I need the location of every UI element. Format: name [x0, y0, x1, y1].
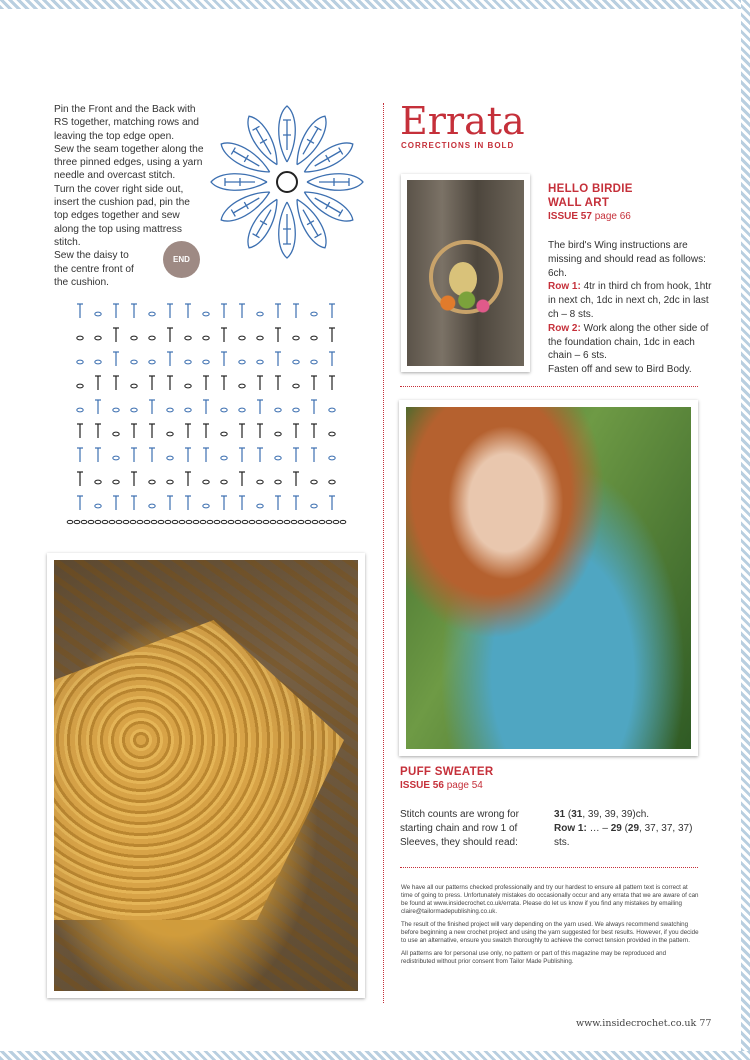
count-rest: , 39, 39, 39)ch.	[582, 809, 650, 820]
chart-chain	[185, 360, 191, 364]
chart-chain	[275, 456, 281, 460]
puff-sweater-photo-frame	[399, 400, 698, 756]
chart-chain	[102, 520, 108, 523]
chart-chain	[249, 520, 255, 523]
chart-chain	[149, 504, 155, 508]
chart-chain	[311, 312, 317, 316]
crochet-flowers	[437, 288, 491, 318]
page-subtitle: CORRECTIONS IN BOLD	[401, 141, 515, 150]
chart-chain	[228, 520, 234, 523]
hello-birdie-issue	[548, 211, 631, 222]
chart-chain	[340, 520, 346, 523]
chart-chain	[221, 408, 227, 412]
daisy-stitch	[231, 148, 261, 170]
chart-chain	[239, 384, 245, 388]
chart-chain	[203, 480, 209, 484]
hello-birdie-title	[548, 182, 633, 210]
chart-chain	[186, 520, 192, 523]
page-number: 77	[699, 1018, 712, 1029]
chart-chain	[257, 312, 263, 316]
chart-chain	[242, 520, 248, 523]
chart-chain	[203, 360, 209, 364]
chart-chain	[131, 336, 137, 340]
hello-birdie-photo-frame	[401, 174, 530, 372]
chain-count: 31 (31, 39, 39, 39)ch.	[554, 809, 650, 820]
chart-chain	[329, 432, 335, 436]
chart-chain	[239, 336, 245, 340]
chart-chain	[172, 520, 178, 523]
chart-chain	[95, 504, 101, 508]
chart-chain	[329, 408, 335, 412]
chart-chain	[275, 480, 281, 484]
title-line: HELLO BIRDIE	[548, 183, 633, 195]
chart-chain	[179, 520, 185, 523]
chart-chain	[235, 520, 241, 523]
chart-chain	[221, 456, 227, 460]
fine-print	[401, 884, 701, 971]
page-border-right	[741, 0, 750, 1060]
chart-chain	[123, 520, 129, 523]
daisy-stitch	[283, 120, 291, 150]
chart-chain	[185, 408, 191, 412]
chart-chain	[284, 520, 290, 523]
chart-chain	[263, 520, 269, 523]
instruction-line: Sew the seam together along the three pinned edges, using a yarn needle and overcast stitch.	[54, 143, 204, 182]
chart-chain	[77, 360, 83, 364]
chart-chain	[329, 456, 335, 460]
chart-chain	[151, 520, 157, 523]
section-divider	[400, 386, 698, 387]
chart-chain	[200, 520, 206, 523]
chart-chain	[130, 520, 136, 523]
chart-chain	[311, 480, 317, 484]
chart-chain	[116, 520, 122, 523]
section-divider	[400, 867, 698, 868]
row-text: 4tr in third ch from hook, 1htr in next ch, 1dc in next ch, 2dc in last ch – 8 sts.	[548, 281, 712, 320]
instruction-line: Pin the Front and the Back with RS together, matching rows and leaving the top edge open.	[54, 104, 199, 142]
chart-chain	[293, 336, 299, 340]
row-1-count: Row 1: … – 29 (29, 37, 37, 37) sts.	[554, 823, 693, 848]
chart-chain	[293, 384, 299, 388]
chart-chain	[203, 336, 209, 340]
chart-chain	[165, 520, 171, 523]
row-label: Row 1:	[548, 281, 581, 293]
chart-chain	[326, 520, 332, 523]
daisy-stitch	[319, 178, 349, 186]
chart-chain	[185, 384, 191, 388]
chart-chain	[113, 456, 119, 460]
chart-chain	[239, 360, 245, 364]
fine-print-paragraph: All patterns are for personal use only, no pattern or part of this magazine may be reproduced and redistributed without prior consent from Tailor Made Publishing.	[401, 950, 667, 965]
correction-intro: The bird's Wing instructions are missing and should read as follows: 6ch.	[548, 240, 706, 279]
count-rest: , 37, 37, 37) sts.	[554, 823, 693, 848]
chart-chain	[270, 520, 276, 523]
daisy-stitch	[225, 178, 255, 186]
fine-print-paragraph: The result of the finished project will vary depending on the yarn used. We always recommend swatching before beginning a new crochet project and using the yarn suggested for best results. However, if you decide to use an alternative, ensure you swatch thoroughly to achieve the correct tension provided in the pattern.	[401, 921, 699, 944]
chart-chain	[137, 520, 143, 523]
chart-chain	[275, 432, 281, 436]
stitch-pattern-chart	[60, 296, 360, 531]
row-text: Work along the other side of the foundation chain, 1dc in each chain – 6 sts.	[548, 322, 709, 362]
row-label: Row 1:	[554, 823, 587, 834]
chart-chain	[311, 336, 317, 340]
chart-chain	[167, 456, 173, 460]
bold-count: 29	[610, 823, 622, 834]
chart-chain	[277, 520, 283, 523]
chart-chain	[291, 520, 297, 523]
issue-number: ISSUE 57	[548, 211, 592, 222]
fine-print-paragraph: We have all our patterns checked professionally and try our hardest to ensure all pattern text is correct at time of going to press. Unfortunately mistakes do occasionally occur and any errata that we are aware of can be found at www.insidecrochet.co.uk/errata. Please do let us know if you find any mistakes by emailing claire@tailormadepublishing.co.uk.	[401, 884, 699, 915]
column-divider	[383, 103, 384, 1003]
chart-chain	[293, 408, 299, 412]
chart-chain	[95, 520, 101, 523]
page-border-top	[0, 0, 750, 9]
chart-chain	[158, 520, 164, 523]
chart-chain	[167, 480, 173, 484]
chart-chain	[109, 520, 115, 523]
cushion-photo	[54, 560, 358, 991]
page-footer	[576, 1018, 711, 1029]
cushion-photo-frame	[47, 553, 365, 998]
chart-chain	[256, 520, 262, 523]
chart-chain	[113, 432, 119, 436]
chart-chain	[257, 480, 263, 484]
chart-chain	[149, 336, 155, 340]
chart-chain	[131, 360, 137, 364]
end-badge: END	[163, 241, 200, 278]
note-text: Stitch counts are wrong for starting chain and row 1 of Sleeves, they should read:	[400, 809, 519, 848]
puff-sweater-note	[400, 808, 535, 850]
page-title: Errata	[400, 99, 525, 143]
hello-birdie-photo	[407, 180, 524, 366]
issue-number: ISSUE 56	[400, 780, 444, 791]
chart-chain	[312, 520, 318, 523]
chart-chain	[293, 360, 299, 364]
daisy-stitch	[231, 195, 261, 217]
chart-chain	[113, 408, 119, 412]
chart-chain	[113, 480, 119, 484]
count-prefix: … –	[589, 823, 611, 834]
chart-chain	[319, 520, 325, 523]
chart-chain	[257, 504, 263, 508]
daisy-stitch	[283, 214, 291, 244]
title-line: WALL ART	[548, 197, 610, 209]
chart-chain	[95, 336, 101, 340]
chart-chain	[329, 480, 335, 484]
instruction-line: Sew the daisy to the centre front of the cushion.	[54, 250, 134, 288]
chart-chain	[167, 432, 173, 436]
footer-url[interactable]: www.insidecrochet.co.uk	[576, 1018, 697, 1029]
bold-count: 31	[554, 809, 566, 820]
issue-page: page 66	[594, 211, 631, 222]
chart-chain	[311, 504, 317, 508]
daisy-stitch	[313, 195, 343, 217]
instruction-line: Turn the cover right side out, insert the cushion pad, pin the top edges together and sew along the top using mattress stitch.	[54, 183, 190, 248]
chart-chain	[77, 336, 83, 340]
page-border-bottom	[0, 1051, 750, 1060]
daisy-stitch	[300, 208, 322, 238]
chart-chain	[74, 520, 80, 523]
daisy-stitch	[253, 208, 275, 238]
row-1	[548, 280, 718, 321]
chart-chain	[333, 520, 339, 523]
puff-sweater-photo	[406, 407, 691, 749]
issue-page: page 54	[446, 780, 483, 791]
bold-count: 31	[571, 809, 583, 820]
correction-closing: Fasten off and sew to Bird Body.	[548, 364, 692, 376]
daisy-stitch	[253, 126, 275, 156]
chart-chain	[221, 480, 227, 484]
chart-chain	[257, 336, 263, 340]
chart-chain	[275, 408, 281, 412]
bold-count: 29	[627, 823, 640, 834]
chart-chain	[88, 520, 94, 523]
chart-chain	[149, 312, 155, 316]
chart-chain	[221, 520, 227, 523]
chart-chain	[95, 312, 101, 316]
daisy-stitch	[313, 148, 343, 170]
puff-sweater-correction	[554, 808, 704, 850]
daisy-stitch	[300, 126, 322, 156]
chart-chain	[167, 408, 173, 412]
chart-chain	[203, 312, 209, 316]
puff-sweater-issue	[400, 780, 483, 791]
chart-chain	[149, 360, 155, 364]
chart-chain	[311, 360, 317, 364]
crochet-texture	[54, 620, 344, 920]
chart-chain	[221, 432, 227, 436]
chart-chain	[77, 384, 83, 388]
chart-chain	[257, 360, 263, 364]
chart-chain	[207, 520, 213, 523]
chart-chain	[298, 520, 304, 523]
chart-chain	[144, 520, 150, 523]
chart-chain	[193, 520, 199, 523]
chart-chain	[131, 408, 137, 412]
chart-chain	[214, 520, 220, 523]
chart-chain	[305, 520, 311, 523]
hello-birdie-correction	[548, 239, 718, 377]
row-label: Row 2:	[548, 322, 581, 334]
chart-chain	[131, 384, 137, 388]
chart-chain	[95, 360, 101, 364]
chart-chain	[203, 504, 209, 508]
chart-chain	[239, 408, 245, 412]
chart-chain	[67, 520, 73, 523]
chart-chain	[149, 480, 155, 484]
chart-chain	[77, 408, 83, 412]
chart-chain	[81, 520, 87, 523]
chart-chain	[185, 336, 191, 340]
row-2	[548, 322, 718, 363]
chart-chain	[95, 480, 101, 484]
puff-sweater-title: PUFF SWEATER	[400, 766, 494, 778]
daisy-crochet-chart	[205, 100, 370, 265]
